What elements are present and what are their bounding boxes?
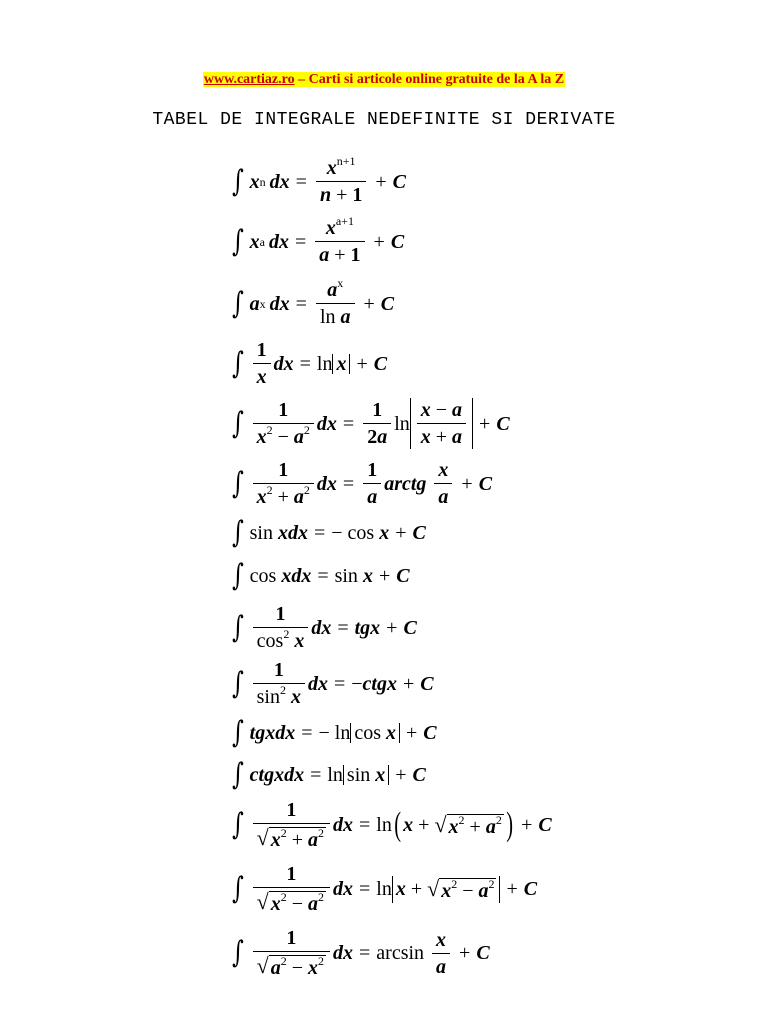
formula-arcsin: ∫ 1 √ $a^2 - x^2$ dx = arcsin $\frac{x}{a}$ + C	[231, 927, 490, 979]
page-title: TABEL DE INTEGRALE NEDEFINITE SI DERIVATE	[152, 110, 616, 130]
formula-cot: ∫ ctgxdx = ln sin x + C	[231, 757, 426, 792]
formula-sec2: ∫ $\frac{1}{\cos^2 x}$ dx = tgx + C	[231, 603, 417, 652]
formula-sqrt-x2-plus-a2: ∫ 1 √ $x^2 + a^2$ dx = ln ( x + √ $x^2 + a^2$ ) + C	[231, 799, 552, 851]
formula-x2-plus-a2: ∫ $\frac{1}{x^2 + a^2}$ dx = $\frac{1}{a}$ arctg $\frac{x}{a}$ + C	[231, 459, 493, 508]
formula-x2-minus-a2: ∫ $\frac{1}{x^2 - a^2}$ dx = $\frac{1}{2a}$ ln $\frac{x - a}{x + a}$ + C	[231, 399, 510, 448]
formula-exponential: ∫ a x dx = $\frac{a^x}{\text{ln a}}$ + C	[231, 276, 395, 328]
site-banner	[0, 72, 768, 88]
site-link[interactable]: www.cartiaz.ro	[203, 72, 295, 87]
formula-cos: ∫ cos xdx = sin x + C	[231, 558, 410, 593]
banner-highlight	[203, 72, 565, 87]
formula-power-a: ∫ x a dx = $\frac{x^{a+1}}{a + 1}$ + C	[231, 214, 405, 266]
formula-reciprocal: ∫ $\frac{1}{x}$ dx = ln x + C	[231, 339, 388, 388]
formula-sin: ∫ sin xdx = − cos x + C	[231, 515, 426, 550]
formula-power-n: ∫ x n dx = $\frac{x^{n+1}}{n + 1}$ + C	[231, 154, 406, 206]
site-tagline: – Carti si articole online gratuite de la A la Z	[294, 72, 565, 87]
formula-csc2: ∫ $\frac{1}{\sin^2 x}$ dx = − ctgx + C	[231, 659, 434, 708]
formula-sqrt-x2-minus-a2: ∫ 1 √ $x^2 - a^2$ dx = ln x + √ $x^2 - a^2$ + C	[231, 863, 538, 915]
formula-tan: ∫ tgxdx = − ln cos x + C	[231, 715, 437, 750]
